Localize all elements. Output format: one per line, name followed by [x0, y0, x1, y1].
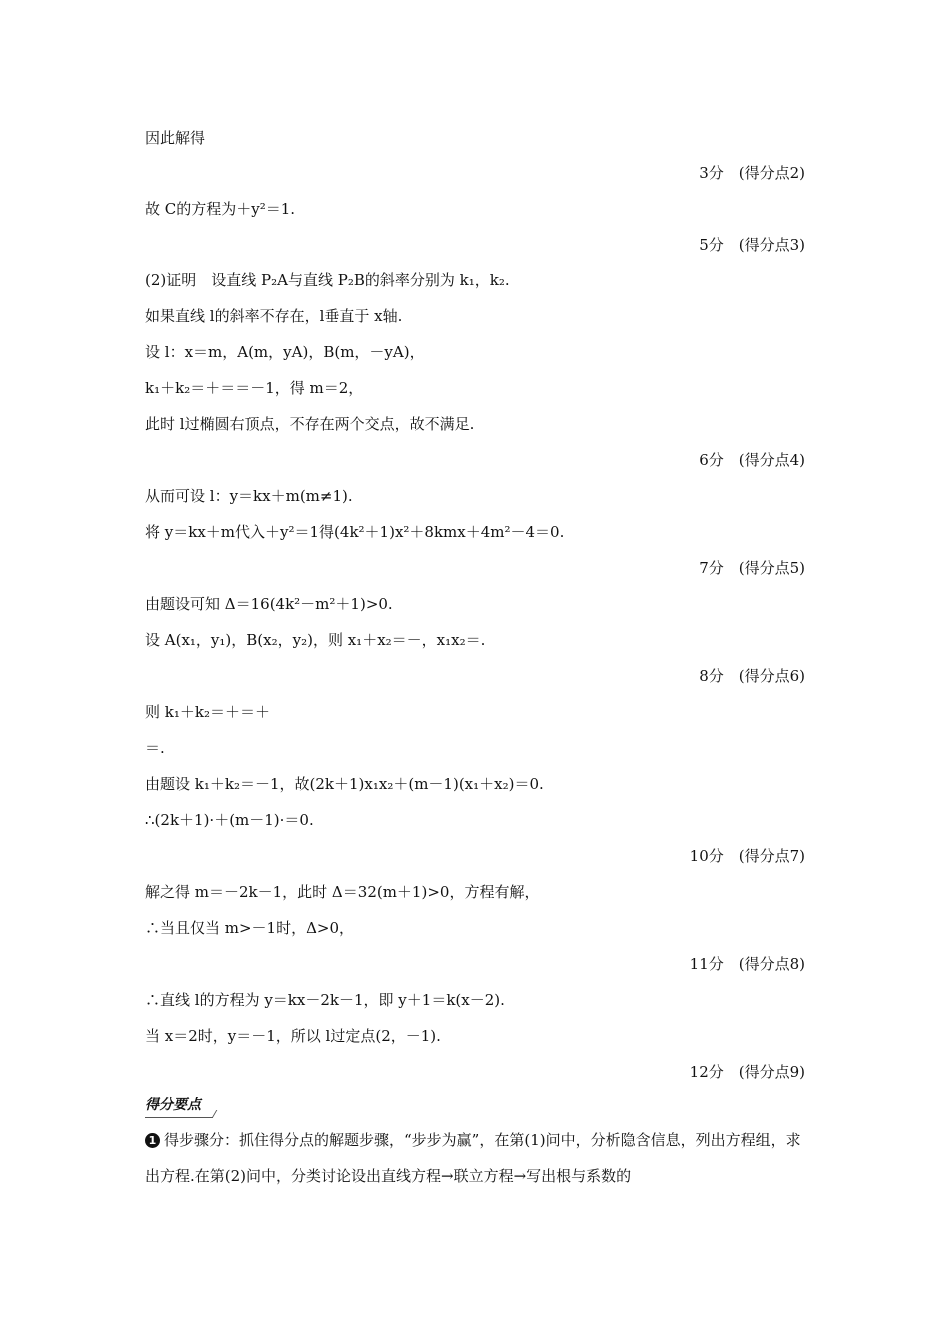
text-line: 因此解得 [145, 129, 206, 147]
key-points-title [145, 1094, 201, 1114]
score-label: 6分 (得分点4) [699, 451, 805, 469]
text-line: (2)证明 设直线 P₂A与直线 P₂B的斜率分别为 k₁，k₂. [145, 271, 510, 289]
score-label: 12分 (得分点9) [689, 1063, 805, 1081]
score-label: 5分 (得分点3) [699, 236, 805, 254]
text-line: ＝. [145, 739, 165, 757]
text-line: 故 C的方程为＋y²＝1. [145, 200, 296, 218]
text-line: 此时 l过椭圆右顶点，不存在两个交点，故不满足. [145, 415, 475, 433]
text-line: 设 A(x₁，y₁)，B(x₂，y₂)，则 x₁＋x₂＝－，x₁x₂＝. [145, 631, 486, 649]
score-label: 7分 (得分点5) [699, 559, 805, 577]
text-line: 如果直线 l的斜率不存在，l垂直于 x轴. [145, 307, 403, 325]
key-point-text: 得步骤分：抓住得分点的解题步骤，“步步为赢”，在第(1)问中，分析隐含信息，列出方程组，求出方程.在第(2)问中，分类讨论设出直线方程→联立方程→写出根与系数的 [145, 1131, 801, 1185]
text-line: k₁＋k₂＝＋＝＝－1，得 m＝2， [145, 379, 364, 397]
score-label: 10分 (得分点7) [689, 847, 805, 865]
score-label: 3分 (得分点2) [699, 164, 805, 182]
text-line: 由题设可知 Δ＝16(4k²－m²＋1)>0. [145, 595, 393, 613]
text-line: 将 y＝kx＋m代入＋y²＝1得(4k²＋1)x²＋8kmx＋4m²－4＝0. [145, 523, 565, 541]
text-line: 由题设 k₁＋k₂＝－1，故(2k＋1)x₁x₂＋(m－1)(x₁＋x₂)＝0. [145, 775, 544, 793]
text-line: ∴(2k＋1)·＋(m－1)·＝0. [145, 811, 314, 829]
text-line: 解之得 m＝－2k－1，此时 Δ＝32(m＋1)>0，方程有解， [145, 883, 540, 901]
key-points-title-text: 得分要点 [145, 1097, 201, 1113]
text-line: ∴直线 l的方程为 y＝kx－2k－1，即 y＋1＝k(x－2). [145, 991, 505, 1009]
text-line: ∴当且仅当 m>－1时，Δ>0， [145, 919, 355, 937]
text-line: 从而可设 l：y＝kx＋m(m≠1). [145, 487, 353, 505]
text-line: 则 k₁＋k₂＝＋＝＋ [145, 703, 270, 721]
score-label: 11分 (得分点8) [689, 955, 805, 973]
text-line: 设 l：x＝m，A(m，yA)，B(m，－yA)， [145, 343, 425, 361]
score-label: 8分 (得分点6) [699, 667, 805, 685]
numbered-bullet-icon: 1 [145, 1133, 160, 1148]
key-point-paragraph [145, 1122, 807, 1194]
title-underline-hook [204, 1110, 218, 1118]
text-line: 当 x＝2时，y＝－1，所以 l过定点(2，－1). [145, 1027, 441, 1045]
